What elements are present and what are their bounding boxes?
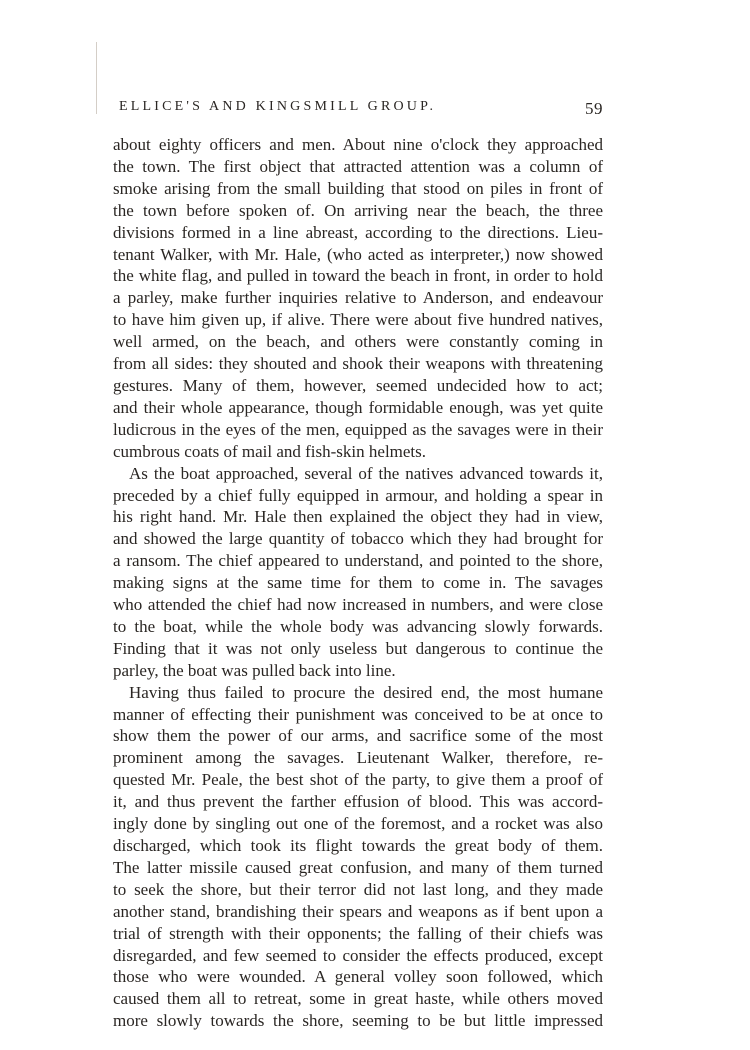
text-line: the white flag, and pulled in toward the beach in front, in order to hold: [113, 266, 603, 286]
text-line: cumbrous coats of mail and fish-skin helmets.: [113, 441, 427, 461]
text-line: a parley, make further inquiries relative to Anderson, and endeavour: [113, 288, 603, 308]
text-line: the town. The first object that attracted attention was a column of: [113, 156, 603, 176]
text-line: ingly done by singling out one of the foremost, and a rocket was also: [113, 814, 603, 834]
text-line: from all sides: they shouted and shook their weapons with threatening: [113, 354, 603, 374]
text-line: it, and thus prevent the farther effusion of blood. This was accord-: [113, 792, 603, 812]
text-line: The latter missile caused great confusion, and many of them turned: [113, 857, 603, 877]
text-line: tenant Walker, with Mr. Hale, (who acted as interpreter,) now showed: [113, 244, 603, 264]
text-line: gestures. Many of them, however, seemed undecided how to act;: [113, 375, 603, 395]
text-line: and showed the large quantity of tobacco which they had brought for: [113, 529, 603, 549]
text-line: making signs at the same time for them to come in. The savages: [113, 573, 603, 593]
text-line: more slowly towards the shore, seeming to be but little impressed: [113, 1011, 603, 1031]
text-line: to the boat, while the whole body was advancing slowly forwards.: [113, 616, 603, 636]
text-line: quested Mr. Peale, the best shot of the party, to give them a proof of: [113, 770, 603, 790]
text-line: to have him given up, if alive. There were about five hundred natives,: [113, 310, 603, 330]
text-line: divisions formed in a line abreast, according to the directions. Lieu-: [113, 222, 603, 242]
text-line: the town before spoken of. On arriving near the beach, the three: [113, 200, 603, 220]
text-line: discharged, which took its flight towards the great body of them.: [113, 836, 603, 855]
book-page: [113, 98, 603, 1032]
text-line: and their whole appearance, though formidable enough, was yet quite: [113, 397, 603, 417]
text-line: Having thus failed to procure the desired end, the most humane: [129, 682, 603, 702]
text-line: about eighty officers and men. About nine o'clock they approached: [113, 135, 603, 154]
text-line: smoke arising from the small building that stood on piles in front of: [113, 178, 603, 198]
text-line: preceded by a chief fully equipped in armour, and holding a spear in: [113, 485, 603, 505]
text-line: parley, the boat was pulled back into line.: [113, 660, 396, 680]
text-line: his right hand. Mr. Hale then explained the object they had in view,: [113, 507, 603, 527]
text-line: disregarded, and few seemed to consider the effects produced, except: [113, 945, 603, 965]
text-line: a ransom. The chief appeared to understand, and pointed to the shore,: [113, 551, 603, 571]
text-line: manner of effecting their punishment was conceived to be at once to: [113, 704, 603, 724]
text-line: well armed, on the beach, and others were constantly coming in: [113, 332, 603, 352]
running-head: [113, 98, 603, 126]
text-line: those who were wounded. A general volley soon followed, which: [113, 967, 603, 987]
text-line: to seek the shore, but their terror did not last long, and they made: [113, 879, 603, 899]
text-line: another stand, brandishing their spears and weapons as if bent upon a: [113, 901, 603, 921]
text-line: prominent among the savages. Lieutenant Walker, therefore, re-: [113, 748, 603, 768]
text-line: who attended the chief had now increased in numbers, and were close: [113, 595, 603, 615]
text-line: Finding that it was not only useless but dangerous to continue the: [113, 638, 603, 658]
running-title: ELLICE'S AND KINGSMILL GROUP.: [119, 99, 437, 114]
page-text: [113, 134, 603, 1032]
text-line: show them the power of our arms, and sacrifice some of the most: [113, 726, 603, 746]
page-binding-line: [96, 42, 97, 114]
page-number: 59: [585, 99, 603, 118]
text-line: As the boat approached, several of the natives advanced towards it,: [129, 463, 603, 483]
text-line: caused them all to retreat, some in great haste, while others moved: [113, 989, 603, 1009]
text-line: ludicrous in the eyes of the men, equipped as the savages were in their: [113, 419, 603, 439]
text-line: trial of strength with their opponents; the falling of their chiefs was: [113, 923, 603, 943]
